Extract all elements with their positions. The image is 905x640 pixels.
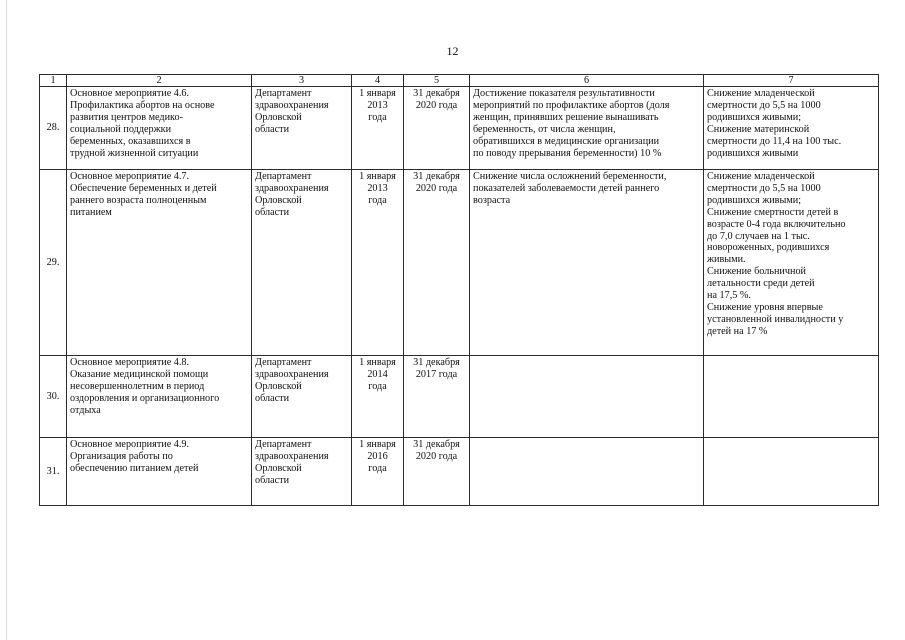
measure-name: Основное мероприятие 4.6. Профилактика абортов на основе развития центров медико- социальной поддержки беременных, оказавшихся в трудной жизненной ситуации <box>67 87 252 170</box>
row-number: 31. <box>40 438 67 506</box>
executor: Департамент здравоохранения Орловской области <box>252 356 352 438</box>
program-measures-table <box>39 74 879 506</box>
executor: Департамент здравоохранения Орловской области <box>252 87 352 170</box>
table-row <box>40 87 879 170</box>
start-date: 1 января 2016 года <box>352 438 404 506</box>
start-date: 1 января 2013 года <box>352 87 404 170</box>
end-date: 31 декабря 2020 года <box>404 438 470 506</box>
start-date: 1 января 2013 года <box>352 170 404 356</box>
end-date: 31 декабря 2020 года <box>404 170 470 356</box>
expected-result: Снижение числа осложнений беременности, показателей заболеваемости детей раннего возраста <box>470 170 704 356</box>
table-row <box>40 356 879 438</box>
executor: Департамент здравоохранения Орловской области <box>252 438 352 506</box>
page-number: 12 <box>446 44 459 58</box>
column-number-row <box>40 75 879 87</box>
end-date: 31 декабря 2017 года <box>404 356 470 438</box>
measure-name: Основное мероприятие 4.9. Организация работы по обеспечению питанием детей <box>67 438 252 506</box>
table-row <box>40 438 879 506</box>
row-number: 30. <box>40 356 67 438</box>
column-header: 3 <box>252 75 352 87</box>
target-indicators: Снижение младенческой смертности до 5,5 на 1000 родившихся живыми; Снижение смертности детей в возрасте 0-4 года включительно до 7,0 случаев на 1 тыс. новороженных, родившихся живыми. Снижение больничной летальности среди детей на 17,5 %. Снижение уровня впервые установленной инвалидности у детей на 17 % <box>704 170 879 356</box>
executor: Департамент здравоохранения Орловской области <box>252 170 352 356</box>
expected-result: Достижение показателя результативности мероприятий по профилактике абортов (доля женщин, принявших решение вынашивать беременность, от числа женщин, обратившихся в медицинские организации по поводу прерывания беременности) 10 % <box>470 87 704 170</box>
measure-name: Основное мероприятие 4.7. Обеспечение беременных и детей раннего возраста полноценным питанием <box>67 170 252 356</box>
column-header: 6 <box>470 75 704 87</box>
target-indicators: Снижение младенческой смертности до 5,5 на 1000 родившихся живыми; Снижение материнской смертности до 11,4 на 100 тыс. родившихся живыми <box>704 87 879 170</box>
target-indicators <box>704 356 879 438</box>
expected-result <box>470 438 704 506</box>
table-row <box>40 170 879 356</box>
column-header: 7 <box>704 75 879 87</box>
row-number: 28. <box>40 87 67 170</box>
target-indicators <box>704 438 879 506</box>
row-number: 29. <box>40 170 67 356</box>
column-header: 5 <box>404 75 470 87</box>
measure-name: Основное мероприятие 4.8. Оказание медицинской помощи несовершеннолетним в период оздоровления и организационного отдыха <box>67 356 252 438</box>
scan-edge-line <box>6 0 7 640</box>
column-header: 1 <box>40 75 67 87</box>
end-date: 31 декабря 2020 года <box>404 87 470 170</box>
column-header: 4 <box>352 75 404 87</box>
start-date: 1 января 2014 года <box>352 356 404 438</box>
column-header: 2 <box>67 75 252 87</box>
expected-result <box>470 356 704 438</box>
